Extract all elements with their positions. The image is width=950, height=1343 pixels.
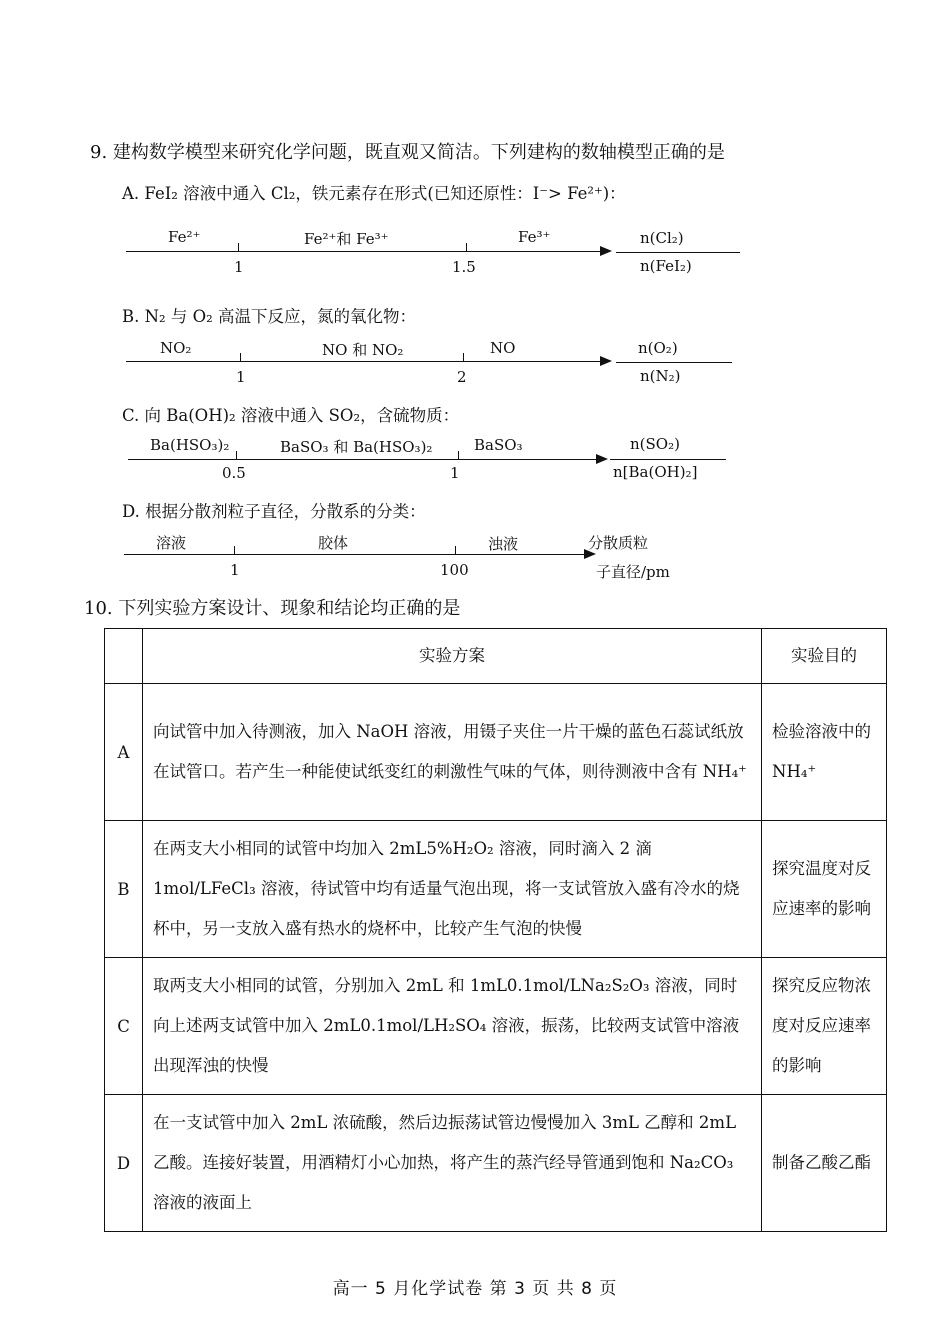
q9-c-ratio-denominator: n[Ba(OH)₂] — [613, 463, 698, 481]
row-plan — [143, 958, 762, 1095]
q9-stem — [90, 138, 725, 164]
q9-b-tick-label-1: 1 — [236, 368, 246, 386]
row-plan — [143, 821, 762, 958]
table-header-goal: 实验目的 — [762, 629, 887, 684]
row-plan — [143, 684, 762, 821]
q10-stem-text: 下列实验方案设计、现象和结论均正确的是 — [118, 598, 461, 619]
row-plan-text: 向试管中加入待测液，加入 NaOH 溶液，用镊子夹住一片干燥的蓝色石蕊试纸放在试管口。若产生一种能使试纸变红的刺激性气味的气体，则待测液中含有 NH₄⁺ — [153, 722, 747, 781]
q9-b-tick-label-2: 2 — [457, 368, 467, 386]
q9-c-axis-arrow-icon — [596, 454, 608, 464]
q9-a-region-1: Fe²⁺ — [168, 228, 201, 246]
q9-c-region-3: BaSO₃ — [474, 436, 523, 454]
table-header-row — [105, 629, 887, 684]
q9-c-ratio-numerator: n(SO₂) — [630, 435, 680, 453]
q9-b-axis-arrow-icon — [600, 356, 612, 366]
row-plan-text: 在一支试管中加入 2mL 浓硫酸，然后边振荡试管边慢慢加入 3mL 乙醇和 2mL 乙酸。连接好装置，用酒精灯小心加热，将产生的蒸汽经导管通到饱和 Na₂CO₃ 溶液的液面上 — [153, 1113, 737, 1212]
q9-a-tick-label-1: 1 — [234, 258, 244, 276]
q9-a-tick-1 — [238, 243, 239, 251]
q9-b-tick-2 — [463, 353, 464, 361]
row-id: D — [105, 1095, 143, 1232]
q9-a-region-2: Fe²⁺和 Fe³⁺ — [304, 230, 389, 248]
q9-d-tick-label-2: 100 — [440, 561, 469, 579]
q9-b-region-3: NO — [490, 339, 516, 357]
q9-a-ratio-denominator: n(FeI₂) — [640, 257, 692, 275]
row-goal-text: 探究温度对反应速率的影响 — [772, 859, 871, 918]
q9-stem-text: 建构数学模型来研究化学问题，既直观又简洁。下列建构的数轴模型正确的是 — [112, 142, 725, 163]
q9-d-tick-label-1: 1 — [230, 561, 240, 579]
page-footer: 高一 5 月化学试卷 第 3 页 共 8 页 — [332, 1279, 618, 1299]
q9-option-a-title: A. FeI₂ 溶液中通入 Cl₂，铁元素存在形式(已知还原性：I⁻> Fe²⁺)： — [122, 184, 626, 203]
table-header-plan: 实验方案 — [143, 629, 762, 684]
q9-b-ratio-numerator: n(O₂) — [638, 339, 678, 357]
row-goal — [762, 958, 887, 1095]
q9-b-tick-1 — [240, 353, 241, 361]
q9-c-fraction-line — [610, 459, 726, 460]
row-goal-text: 检验溶液中的 NH₄⁺ — [772, 722, 871, 781]
q9-c-region-1: Ba(HSO₃)₂ — [150, 436, 230, 454]
q9-a-ratio-numerator: n(Cl₂) — [640, 229, 684, 247]
q9-d-tick-2 — [455, 546, 456, 554]
q10-number: 10. — [84, 598, 113, 619]
q9-d-region-2: 胶体 — [318, 534, 349, 552]
q10-stem — [84, 594, 460, 620]
q9-c-tick-label-1: 0.5 — [222, 464, 246, 482]
q9-d-axis-label-line2: 子直径/pm — [596, 563, 670, 581]
q9-option-b-title: B. N₂ 与 O₂ 高温下反应，氮的氧化物： — [122, 307, 417, 326]
table-row — [105, 684, 887, 821]
q9-c-tick-2 — [458, 451, 459, 459]
q9-d-region-1: 溶液 — [156, 534, 187, 552]
row-plan-text: 取两支大小相同的试管，分别加入 2mL 和 1mL0.1mol/LNa₂S₂O₃ 溶液，同时向上述两支试管中加入 2mL0.1mol/LH₂SO₄ 溶液，振荡，比较两支试管中溶液出现浑浊的快慢 — [153, 976, 740, 1075]
q9-a-axis-arrow-icon — [600, 246, 612, 256]
row-goal-text: 探究反应物浓度对反应速率的影响 — [772, 976, 871, 1075]
q9-option-d-title: D. 根据分散剂粒子直径，分散系的分类： — [122, 502, 426, 521]
q10-experiment-table — [104, 628, 887, 1232]
q9-b-region-1: NO₂ — [160, 339, 192, 357]
row-plan-text: 在两支大小相同的试管中均加入 2mL5%H₂O₂ 溶液，同时滴入 2 滴 1mol/LFeCl₃ 溶液，待试管中均有适量气泡出现，将一支试管放入盛有冷水的烧杯中，另一支放入盛有热水的烧杯中，比较产生气泡的快慢 — [153, 839, 740, 938]
q9-d-region-3: 浊液 — [488, 535, 519, 553]
table-header-id — [105, 629, 143, 684]
q9-a-axis-line — [126, 251, 604, 252]
q9-c-tick-label-2: 1 — [450, 464, 460, 482]
q9-a-tick-label-2: 1.5 — [452, 258, 476, 276]
table-row — [105, 821, 887, 958]
q9-d-axis-label-line1: 分散质粒 — [588, 534, 649, 552]
q9-c-axis-line — [128, 459, 600, 460]
q9-b-axis-line — [126, 361, 604, 362]
q9-b-fraction-line — [616, 362, 732, 363]
q9-b-region-2: NO 和 NO₂ — [322, 341, 404, 359]
q9-a-fraction-line — [616, 252, 740, 253]
row-goal-text: 制备乙酸乙酯 — [772, 1153, 871, 1172]
q9-number: 9. — [90, 142, 108, 163]
q9-a-region-3: Fe³⁺ — [518, 228, 551, 246]
q9-d-axis-line — [124, 554, 588, 555]
q9-d-tick-1 — [234, 546, 235, 554]
row-goal — [762, 1095, 887, 1232]
table-row — [105, 1095, 887, 1232]
q9-option-c-title: C. 向 Ba(OH)₂ 溶液中通入 SO₂，含硫物质： — [122, 406, 460, 425]
row-plan — [143, 1095, 762, 1232]
q9-a-tick-2 — [466, 243, 467, 251]
row-id: B — [105, 821, 143, 958]
q9-c-region-2: BaSO₃ 和 Ba(HSO₃)₂ — [280, 438, 433, 456]
table-row — [105, 958, 887, 1095]
row-id: A — [105, 684, 143, 821]
q9-b-ratio-denominator: n(N₂) — [640, 367, 681, 385]
row-goal — [762, 684, 887, 821]
row-goal — [762, 821, 887, 958]
row-id: C — [105, 958, 143, 1095]
q9-c-tick-1 — [236, 451, 237, 459]
